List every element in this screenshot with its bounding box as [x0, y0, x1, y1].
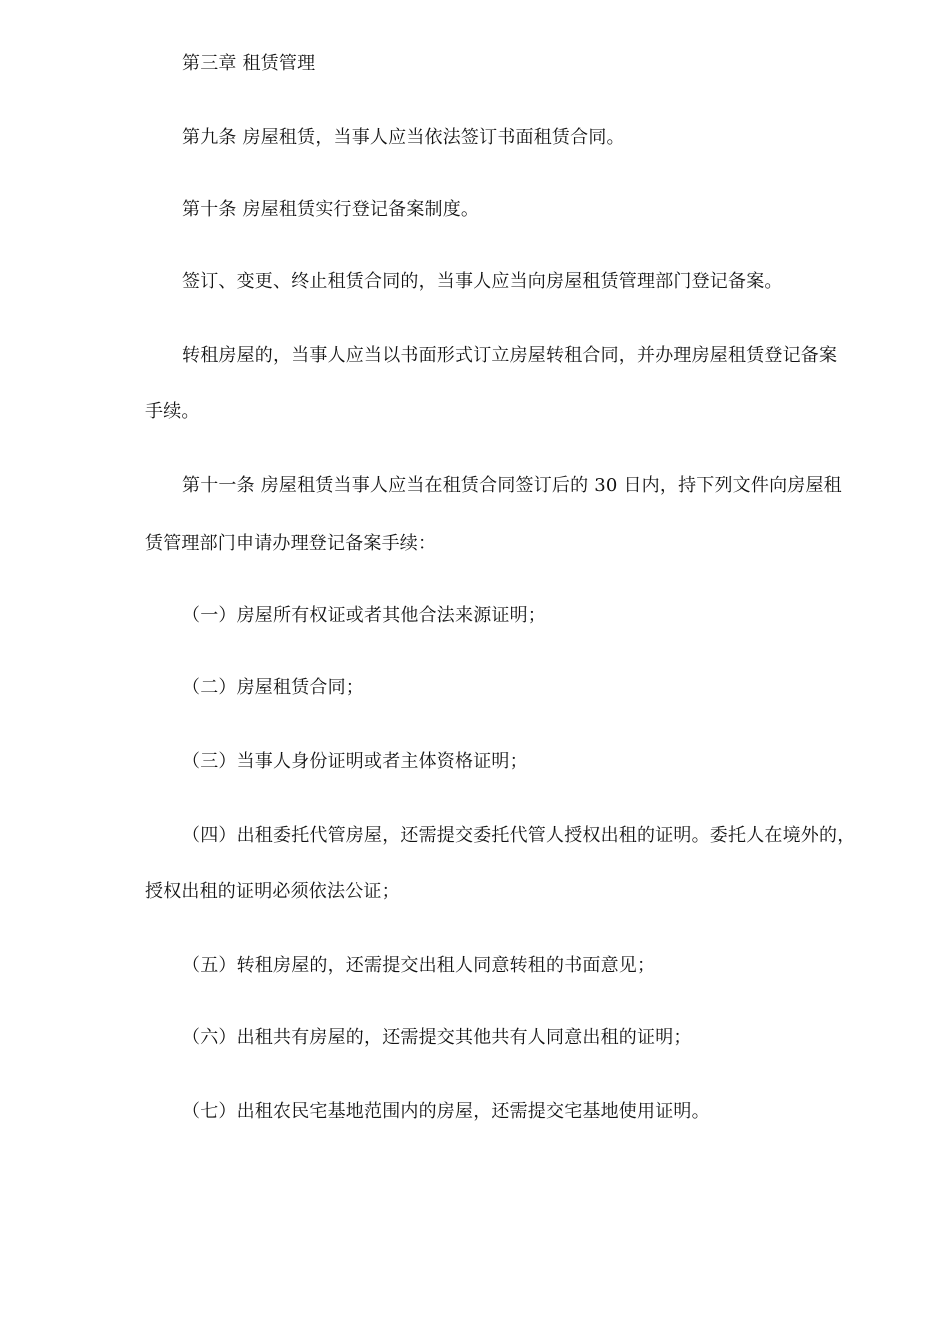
- list-item-3: （三）当事人身份证明或者主体资格证明；: [182, 751, 528, 772]
- article-10-paragraph-2: 签订、变更、终止租赁合同的，当事人应当向房屋租赁管理部门登记备案。: [182, 271, 783, 292]
- list-item-6: （六）出租共有房屋的，还需提交其他共有人同意出租的证明；: [182, 1027, 692, 1048]
- article-11-line-2: 赁管理部门申请办理登记备案手续：: [145, 533, 437, 554]
- chapter-heading: 第三章 租赁管理: [182, 53, 316, 74]
- article-10: 第十条 房屋租赁实行登记备案制度。: [182, 199, 480, 220]
- article-10-paragraph-3-line-1: 转租房屋的，当事人应当以书面形式订立房屋转租合同，并办理房屋租赁登记备案: [182, 345, 838, 366]
- list-item-7: （七）出租农民宅基地范围内的房屋，还需提交宅基地使用证明。: [182, 1101, 710, 1122]
- list-item-5: （五）转租房屋的，还需提交出租人同意转租的书面意见；: [182, 955, 656, 976]
- list-item-1: （一）房屋所有权证或者其他合法来源证明；: [182, 605, 546, 626]
- article-9: 第九条 房屋租赁，当事人应当依法签订书面租赁合同。: [182, 127, 625, 148]
- article-11-line-1: 第十一条 房屋租赁当事人应当在租赁合同签订后的 30 日内，持下列文件向房屋租: [182, 475, 842, 496]
- list-item-4-line-2: 授权出租的证明必须依法公证；: [145, 881, 400, 902]
- list-item-2: （二）房屋租赁合同；: [182, 677, 364, 698]
- article-10-paragraph-3-line-2: 手续。: [145, 401, 200, 422]
- list-item-4-line-1: （四）出租委托代管房屋，还需提交委托代管人授权出租的证明。委托人在境外的，: [182, 825, 856, 846]
